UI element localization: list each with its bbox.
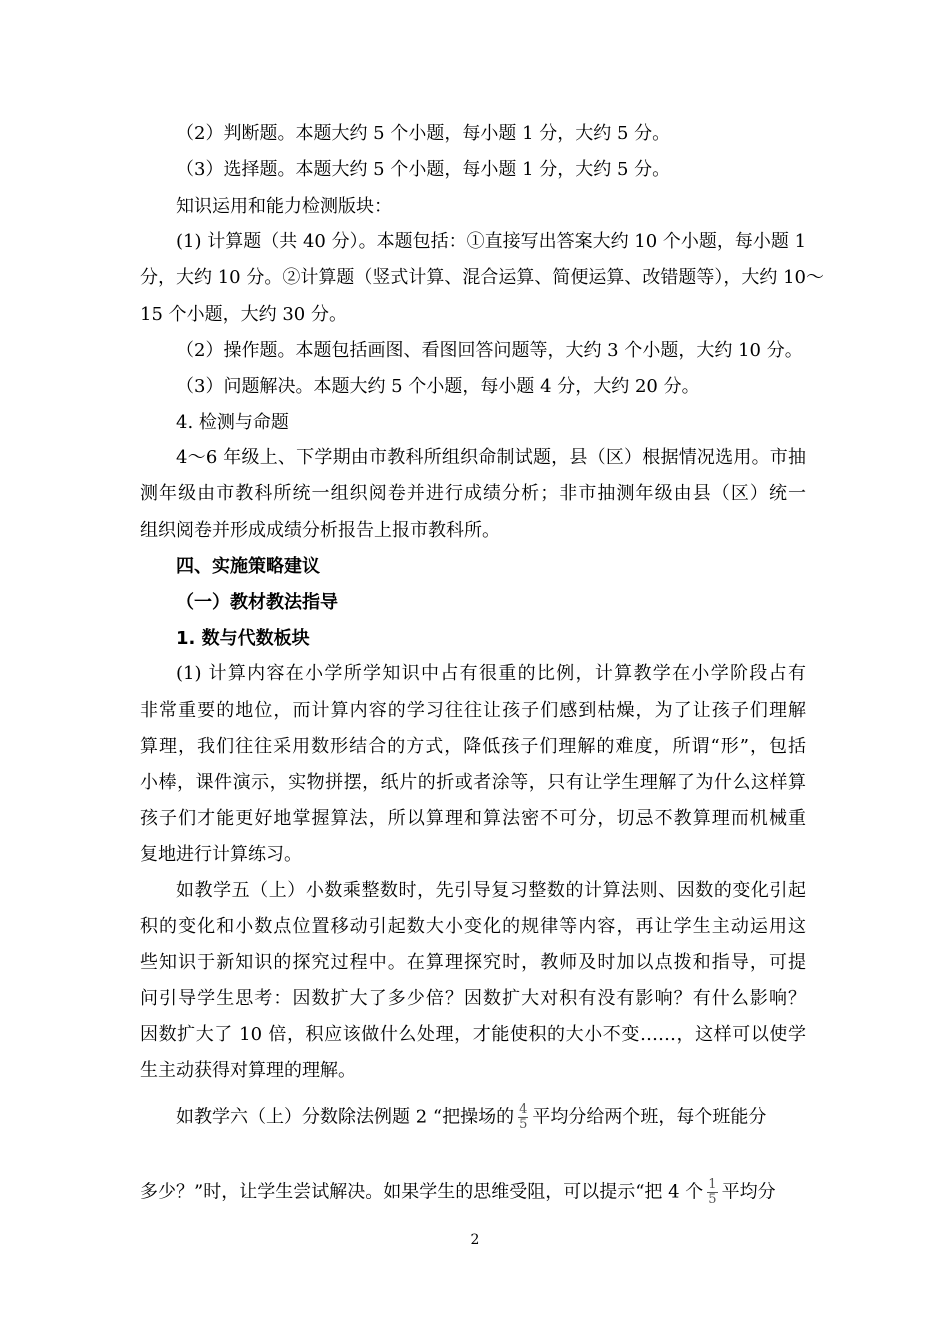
text-line: （3）选择题。本题大约 5 个小题，每小题 1 分，大约 5 分。: [176, 159, 671, 180]
text-line: (1) 计算题（共 40 分）。本题包括：①直接写出答案大约 10 个小题，每小题 1: [176, 231, 807, 252]
text-line: 15 个小题，大约 30 分。: [140, 304, 347, 325]
fraction-denominator: 5: [708, 1192, 717, 1207]
text-line: 孩子们才能更好地掌握算法，所以算理和算法密不可分，切忌不教算理而机械重: [140, 808, 806, 829]
text-line: 因数扩大了 10 倍，积应该做什么处理，才能使积的大小不变……，这样可以使学: [140, 1024, 806, 1045]
text-line: 算理，我们往往采用数形结合的方式，降低孩子们理解的难度，所谓“形”，包括: [140, 736, 806, 757]
text-line: 非常重要的地位，而计算内容的学习往往让孩子们感到枯燥，为了让孩子们理解: [140, 700, 806, 721]
text-line: （2）判断题。本题大约 5 个小题，每小题 1 分，大约 5 分。: [176, 123, 671, 144]
text-line: 测年级由市教科所统一组织阅卷并进行成绩分析；非市抽测年级由县（区）统一: [140, 483, 806, 504]
text-segment: 平均分: [721, 1181, 776, 1203]
text-line: 知识运用和能力检测版块：: [176, 196, 392, 217]
text-line: 积的变化和小数点位置移动引起数大小变化的规律等内容，再让学生主动运用这: [140, 916, 806, 937]
text-line-with-fraction: [176, 1103, 766, 1132]
text-segment: 多少？”时，让学生尝试解决。如果学生的思维受阻，可以提示“把 4 个: [140, 1181, 704, 1203]
text-segment: 如教学六（上）分数除法例题 2 “把操场的: [176, 1106, 515, 1128]
fraction: [707, 1178, 717, 1207]
page-number: 2: [470, 1232, 480, 1248]
subsection-heading: 1. 数与代数板块: [176, 628, 310, 649]
text-segment: 平均分给两个班，每个班能分: [532, 1106, 767, 1128]
text-line: （2）操作题。本题包括画图、看图回答问题等，大约 3 个小题，大约 10 分。: [176, 340, 803, 361]
text-line-with-fraction: [140, 1178, 776, 1207]
section-heading: 4. 检测与命题: [176, 412, 289, 433]
text-line: 组织阅卷并形成成绩分析报告上报市教科所。: [140, 520, 500, 541]
fraction-denominator: 5: [519, 1117, 528, 1132]
text-line: (1) 计算内容在小学所学知识中占有很重的比例，计算教学在小学阶段占有: [176, 663, 806, 684]
fraction: [518, 1103, 528, 1132]
section-heading: 四、实施策略建议: [176, 556, 320, 577]
text-line: 些知识于新知识的探究过程中。在算理探究时，教师及时加以点拨和指导，可提: [140, 952, 806, 973]
text-line: 分，大约 10 分。②计算题（竖式计算、混合运算、简便运算、改错题等），大约 10～: [140, 267, 824, 288]
fraction-numerator: 1: [708, 1177, 717, 1192]
text-line: 复地进行计算练习。: [140, 844, 302, 865]
text-line: 4～6 年级上、下学期由市教科所组织命制试题，县（区）根据情况选用。市抽: [176, 447, 806, 468]
text-line: 生主动获得对算理的理解。: [140, 1060, 356, 1081]
text-line: （3）问题解决。本题大约 5 个小题，每小题 4 分，大约 20 分。: [176, 376, 700, 397]
text-line: 问引导学生思考：因数扩大了多少倍？因数扩大对积有没有影响？有什么影响？: [140, 988, 806, 1009]
subsection-heading: （一）教材教法指导: [176, 592, 338, 613]
fraction-numerator: 4: [519, 1102, 528, 1117]
text-line: 小棒，课件演示，实物拼摆，纸片的折或者涂等，只有让学生理解了为什么这样算: [140, 772, 806, 793]
text-line: 如教学五（上）小数乘整数时，先引导复习整数的计算法则、因数的变化引起: [176, 880, 806, 901]
